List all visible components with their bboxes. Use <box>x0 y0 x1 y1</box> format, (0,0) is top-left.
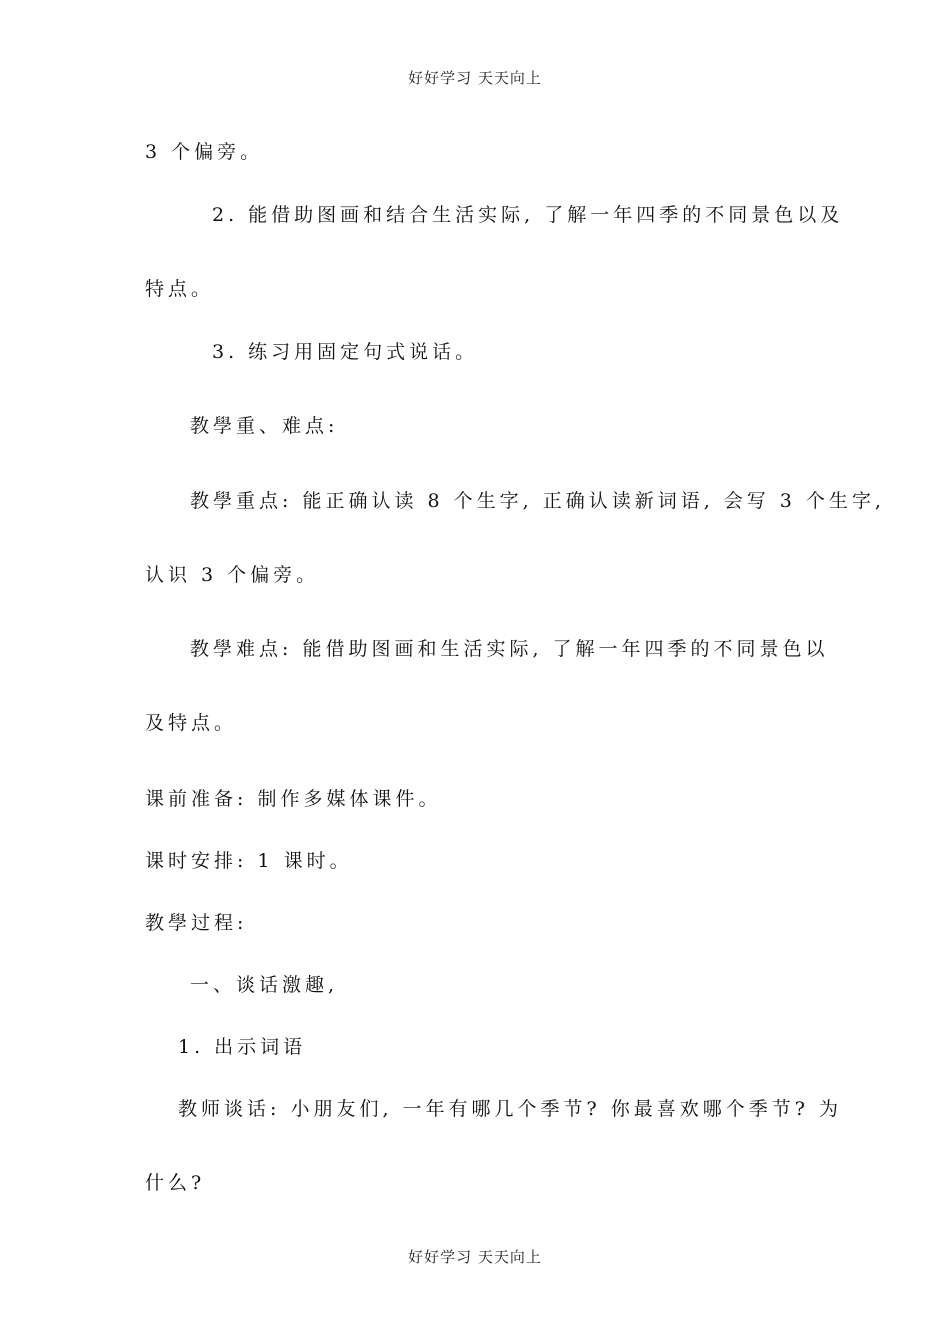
text-line-4: 3. 练习用固定句式说话。 <box>212 341 479 363</box>
page-header: 好好学习 天天向上 <box>408 69 542 87</box>
text-line-3: 特点。 <box>145 278 215 300</box>
text-line-6: 教學重点: 能正确认读 8 个生字, 正确认读新词语, 会写 3 个生字, <box>190 490 885 512</box>
text-line-13: 一、谈话激趣, <box>190 974 339 996</box>
text-line-15: 教师谈话: 小朋友们, 一年有哪几个季节? 你最喜欢哪个季节? 为 <box>178 1098 842 1120</box>
page-footer: 好好学习 天天向上 <box>408 1248 542 1266</box>
text-line-14: 1. 出示词语 <box>178 1036 307 1058</box>
text-line-5: 教學重、难点: <box>190 415 339 437</box>
text-line-12: 教學过程: <box>145 912 248 934</box>
text-line-16: 什么? <box>145 1172 206 1194</box>
text-line-1: 3 个偏旁。 <box>145 141 264 163</box>
text-line-10: 课前准备: 制作多媒体课件。 <box>145 788 442 810</box>
text-line-8: 教學难点: 能借助图画和生活实际, 了解一年四季的不同景色以 <box>190 638 829 660</box>
text-line-9: 及特点。 <box>145 712 238 734</box>
text-line-7: 认识 3 个偏旁。 <box>145 564 320 586</box>
text-line-2: 2. 能借助图画和结合生活实际, 了解一年四季的不同景色以及 <box>212 204 844 226</box>
text-line-11: 课时安排: 1 课时。 <box>145 850 353 872</box>
